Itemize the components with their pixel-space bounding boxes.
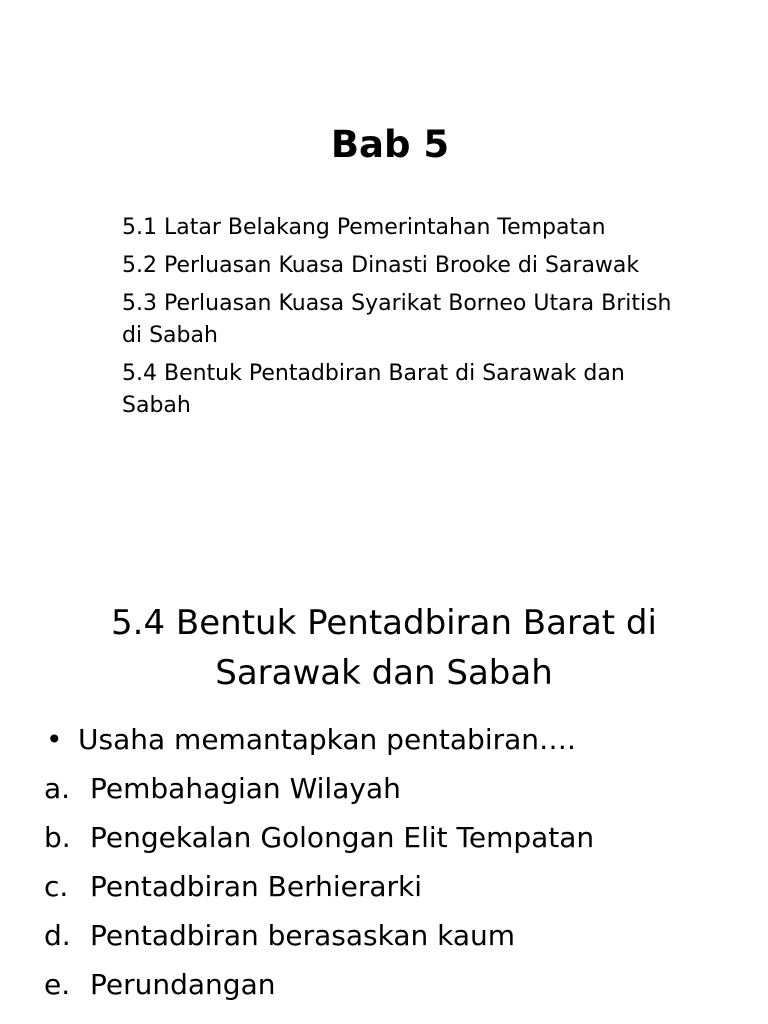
list-item-text: Pentadbiran Berhierarki — [90, 870, 423, 903]
table-of-contents — [122, 212, 682, 428]
intro-point-text: Usaha memantapkan pentabiran…. — [78, 723, 576, 756]
list-item-a — [44, 764, 744, 813]
section-title-line-1: 5.4 Bentuk Pentadbiran Barat di — [111, 603, 657, 643]
list-item-text: Pembahagian Wilayah — [90, 772, 401, 805]
list-marker: b. — [44, 821, 71, 854]
point-list — [44, 715, 744, 1009]
list-item-text: Perundangan — [90, 968, 276, 1001]
toc-item-5-4: 5.4 Bentuk Pentadbiran Barat di Sarawak dan Sabah — [122, 361, 625, 418]
list-item-d — [44, 911, 744, 960]
list-item-e — [44, 960, 744, 1009]
list-item-text: Pentadbiran berasaskan kaum — [90, 919, 516, 952]
toc-item-5-1: 5.1 Latar Belakang Pemerintahan Tempatan — [122, 215, 606, 240]
list-item-c — [44, 862, 744, 911]
bullet-marker: • — [46, 723, 63, 756]
list-marker: d. — [44, 919, 71, 952]
list-item-b — [44, 813, 744, 862]
list-marker: e. — [44, 968, 71, 1001]
list-item-text: Pengekalan Golongan Elit Tempatan — [90, 821, 595, 854]
list-marker: c. — [44, 870, 69, 903]
toc-item-5-3: 5.3 Perluasan Kuasa Syarikat Borneo Utara British di Sabah — [122, 291, 672, 348]
section-title-line-2: Sarawak dan Sabah — [215, 653, 553, 693]
section-title — [0, 598, 768, 698]
list-marker: a. — [44, 772, 71, 805]
chapter-title: Bab 5 — [330, 123, 450, 166]
intro-point — [44, 715, 744, 764]
toc-item-5-2: 5.2 Perluasan Kuasa Dinasti Brooke di Sarawak — [122, 253, 640, 278]
